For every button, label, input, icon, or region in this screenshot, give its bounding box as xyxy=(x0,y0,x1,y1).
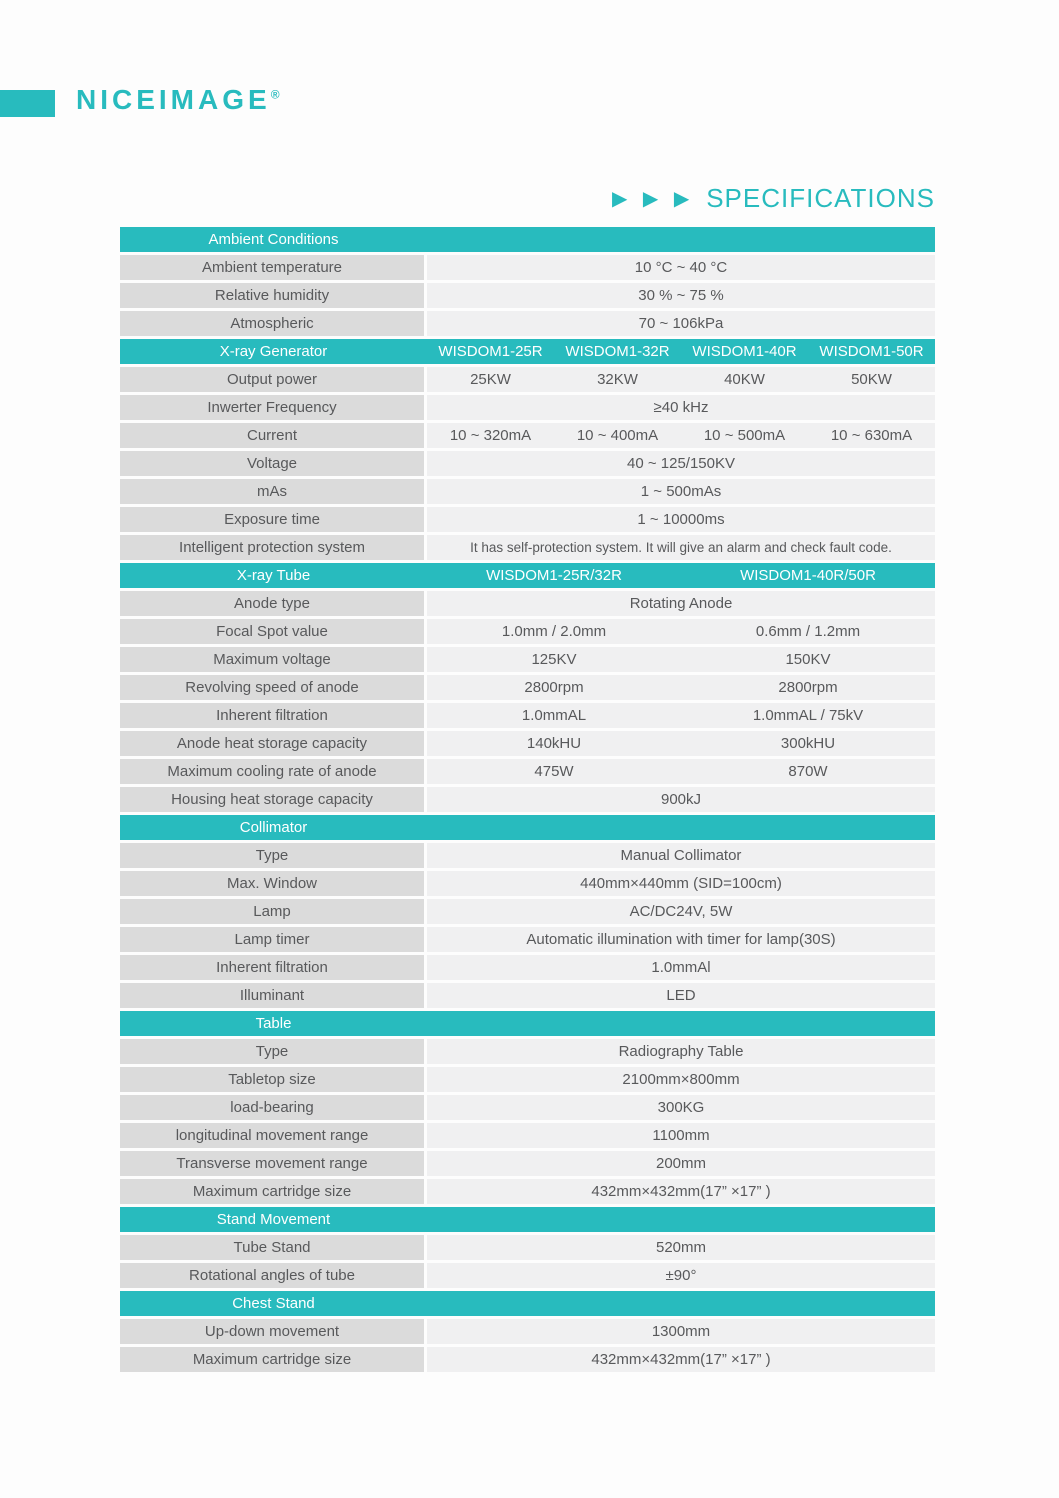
row-label: Tabletop size xyxy=(120,1067,424,1092)
table-row xyxy=(120,843,935,868)
row-label: Voltage xyxy=(120,451,424,476)
column-header: WISDOM1-40R/50R xyxy=(740,567,876,584)
row-label: Illuminant xyxy=(120,983,424,1008)
row-value: 125KV xyxy=(531,651,577,668)
row-label: Maximum cooling rate of anode xyxy=(120,759,424,784)
column-header: WISDOM1-32R xyxy=(565,343,670,360)
table-row xyxy=(120,1095,935,1120)
row-values xyxy=(427,311,935,336)
table-row xyxy=(120,1151,935,1176)
table-row xyxy=(120,367,935,392)
brand-logo-text: NICEIMAGE xyxy=(76,84,271,115)
row-value: 1300mm xyxy=(651,1323,711,1340)
row-label: mAs xyxy=(120,479,424,504)
page-title-text: SPECIFICATIONS xyxy=(706,182,935,213)
column-header: WISDOM1-40R xyxy=(692,343,797,360)
row-values xyxy=(427,367,935,392)
column-header: WISDOM1-25R/32R xyxy=(486,567,622,584)
row-values xyxy=(427,1067,935,1092)
table-row xyxy=(120,311,935,336)
row-values xyxy=(427,871,935,896)
section-title: X-ray Tube xyxy=(236,567,311,584)
row-values xyxy=(427,647,935,672)
row-value: Radiography Table xyxy=(618,1043,744,1060)
row-value: 0.6mm / 1.2mm xyxy=(755,623,861,640)
row-values xyxy=(427,1179,935,1204)
row-label: Type xyxy=(120,1039,424,1064)
row-value: 520mm xyxy=(655,1239,707,1256)
row-label: Maximum voltage xyxy=(120,647,424,672)
section-title: Collimator xyxy=(239,819,308,836)
row-value: 1100mm xyxy=(652,1127,710,1144)
section-header xyxy=(120,563,935,588)
row-values xyxy=(427,1347,935,1372)
row-value: 1.0mmAl xyxy=(651,959,711,976)
row-label: Anode heat storage capacity xyxy=(120,731,424,756)
section-title: Ambient Conditions xyxy=(208,231,339,248)
row-value: 140kHU xyxy=(526,735,582,752)
section-header xyxy=(120,1011,935,1036)
row-label: Inwerter Frequency xyxy=(120,395,424,420)
row-value: 10 ~ 630mA xyxy=(830,427,913,444)
row-values xyxy=(427,1151,935,1176)
row-values xyxy=(427,619,935,644)
row-value: 440mm×440mm (SID=100cm) xyxy=(580,875,782,892)
table-row xyxy=(120,759,935,784)
row-label: Inherent filtration xyxy=(120,703,424,728)
row-value: 1.0mmAL xyxy=(521,707,587,724)
table-row xyxy=(120,255,935,280)
row-label: longitudinal movement range xyxy=(120,1123,424,1148)
row-values xyxy=(427,1319,935,1344)
row-value: 70 ~ 106kPa xyxy=(638,315,724,332)
table-row xyxy=(120,1263,935,1288)
brand-accent-block xyxy=(0,90,55,117)
row-label: load-bearing xyxy=(120,1095,424,1120)
row-value: 200mm xyxy=(655,1155,707,1172)
row-values xyxy=(427,1235,935,1260)
row-values xyxy=(427,507,935,532)
table-row xyxy=(120,1039,935,1064)
row-value: 2100mm×800mm xyxy=(622,1071,740,1088)
table-row xyxy=(120,479,935,504)
section-title: Chest Stand xyxy=(232,1295,315,1312)
table-row xyxy=(120,927,935,952)
row-label: Current xyxy=(120,423,424,448)
row-values xyxy=(427,759,935,784)
table-row xyxy=(120,535,935,560)
row-values xyxy=(427,451,935,476)
row-values xyxy=(427,955,935,980)
row-value: Rotating Anode xyxy=(629,595,733,612)
row-label: Max. Window xyxy=(120,871,424,896)
row-values xyxy=(427,731,935,756)
row-label: Lamp timer xyxy=(120,927,424,952)
row-value: 2800rpm xyxy=(524,679,584,696)
row-value: 10 ~ 320mA xyxy=(449,427,532,444)
page-title xyxy=(612,183,935,213)
row-value: ≥40 kHz xyxy=(653,399,709,416)
row-values xyxy=(427,843,935,868)
row-values xyxy=(427,423,935,448)
row-label: Focal Spot value xyxy=(120,619,424,644)
row-value: 40 ~ 125/150KV xyxy=(626,455,735,472)
table-row xyxy=(120,283,935,308)
row-label: Maximum cartridge size xyxy=(120,1347,424,1372)
row-label: Inherent filtration xyxy=(120,955,424,980)
row-values xyxy=(427,983,935,1008)
table-row xyxy=(120,619,935,644)
table-row xyxy=(120,983,935,1008)
row-label: Ambient temperature xyxy=(120,255,424,280)
row-label: Rotational angles of tube xyxy=(120,1263,424,1288)
table-row xyxy=(120,703,935,728)
row-label: Intelligent protection system xyxy=(120,535,424,560)
section-title: Table xyxy=(255,1015,292,1032)
row-value: 150KV xyxy=(785,651,831,668)
row-value: 900kJ xyxy=(660,791,702,808)
table-row xyxy=(120,675,935,700)
row-value: 10 °C ~ 40 °C xyxy=(634,259,728,276)
row-values xyxy=(427,899,935,924)
table-row xyxy=(120,647,935,672)
section-title: Stand Movement xyxy=(216,1211,331,1228)
row-value: 30 % ~ 75 % xyxy=(638,287,724,304)
row-value: Manual Collimator xyxy=(620,847,742,864)
row-label: Housing heat storage capacity xyxy=(120,787,424,812)
table-row xyxy=(120,1347,935,1372)
row-values xyxy=(427,1095,935,1120)
row-values xyxy=(427,1039,935,1064)
section-columns xyxy=(427,563,935,588)
row-value: 1 ~ 10000ms xyxy=(637,511,725,528)
brand-logo xyxy=(76,84,280,116)
row-value: 432mm×432mm(17” ×17” ) xyxy=(591,1351,771,1368)
row-value: 32KW xyxy=(597,371,638,388)
row-value: 25KW xyxy=(470,371,511,388)
row-label: Transverse movement range xyxy=(120,1151,424,1176)
section-header xyxy=(120,1207,935,1232)
row-value: It has self-protection system. It will give an alarm and check fault code. xyxy=(470,540,892,555)
row-value: LED xyxy=(666,987,696,1004)
row-values xyxy=(427,535,935,560)
table-row xyxy=(120,1123,935,1148)
triple-arrow-icon: ▶ ▶ ▶ xyxy=(611,188,695,210)
row-value: 1.0mmAL / 75kV xyxy=(752,707,864,724)
row-label: Anode type xyxy=(120,591,424,616)
row-value: 10 ~ 500mA xyxy=(703,427,786,444)
row-value: 870W xyxy=(788,763,828,780)
table-row xyxy=(120,395,935,420)
table-row xyxy=(120,423,935,448)
row-label: Exposure time xyxy=(120,507,424,532)
table-row xyxy=(120,1319,935,1344)
row-label: Lamp xyxy=(120,899,424,924)
row-values xyxy=(427,591,935,616)
row-label: Maximum cartridge size xyxy=(120,1179,424,1204)
row-label: Output power xyxy=(120,367,424,392)
row-value: 10 ~ 400mA xyxy=(576,427,659,444)
row-value: 50KW xyxy=(851,371,892,388)
row-label: Atmospheric xyxy=(120,311,424,336)
row-values xyxy=(427,787,935,812)
row-value: Automatic illumination with timer for lamp(30S) xyxy=(526,931,836,948)
row-value: 1 ~ 500mAs xyxy=(640,483,722,500)
table-row xyxy=(120,1235,935,1260)
row-values xyxy=(427,479,935,504)
spec-table xyxy=(120,227,935,1375)
row-values xyxy=(427,675,935,700)
row-value: 1.0mm / 2.0mm xyxy=(501,623,607,640)
row-values xyxy=(427,927,935,952)
row-value: 2800rpm xyxy=(778,679,838,696)
row-label: Type xyxy=(120,843,424,868)
row-values xyxy=(427,255,935,280)
row-value: 432mm×432mm(17” ×17” ) xyxy=(591,1183,771,1200)
table-row xyxy=(120,1067,935,1092)
section-header xyxy=(120,815,935,840)
row-label: Up-down movement xyxy=(120,1319,424,1344)
row-values xyxy=(427,1123,935,1148)
row-values xyxy=(427,703,935,728)
section-header xyxy=(120,1291,935,1316)
row-values xyxy=(427,395,935,420)
table-row xyxy=(120,787,935,812)
table-row xyxy=(120,1179,935,1204)
table-row xyxy=(120,507,935,532)
registered-trademark-icon: ® xyxy=(270,87,280,102)
table-row xyxy=(120,731,935,756)
section-header xyxy=(120,227,935,252)
section-title: X-ray Generator xyxy=(219,343,328,360)
section-columns xyxy=(427,339,935,364)
row-values xyxy=(427,1263,935,1288)
row-value: ±90° xyxy=(665,1267,697,1284)
table-row xyxy=(120,899,935,924)
row-label: Revolving speed of anode xyxy=(120,675,424,700)
table-row xyxy=(120,871,935,896)
row-value: 40KW xyxy=(724,371,765,388)
row-label: Tube Stand xyxy=(120,1235,424,1260)
column-header: WISDOM1-50R xyxy=(819,343,924,360)
table-row xyxy=(120,955,935,980)
row-value: 300KG xyxy=(657,1099,705,1116)
row-value: 300kHU xyxy=(780,735,836,752)
column-header: WISDOM1-25R xyxy=(438,343,543,360)
table-row xyxy=(120,451,935,476)
row-values xyxy=(427,283,935,308)
row-value: 475W xyxy=(534,763,574,780)
row-label: Relative humidity xyxy=(120,283,424,308)
table-row xyxy=(120,591,935,616)
section-header xyxy=(120,339,935,364)
row-value: AC/DC24V, 5W xyxy=(629,903,733,920)
